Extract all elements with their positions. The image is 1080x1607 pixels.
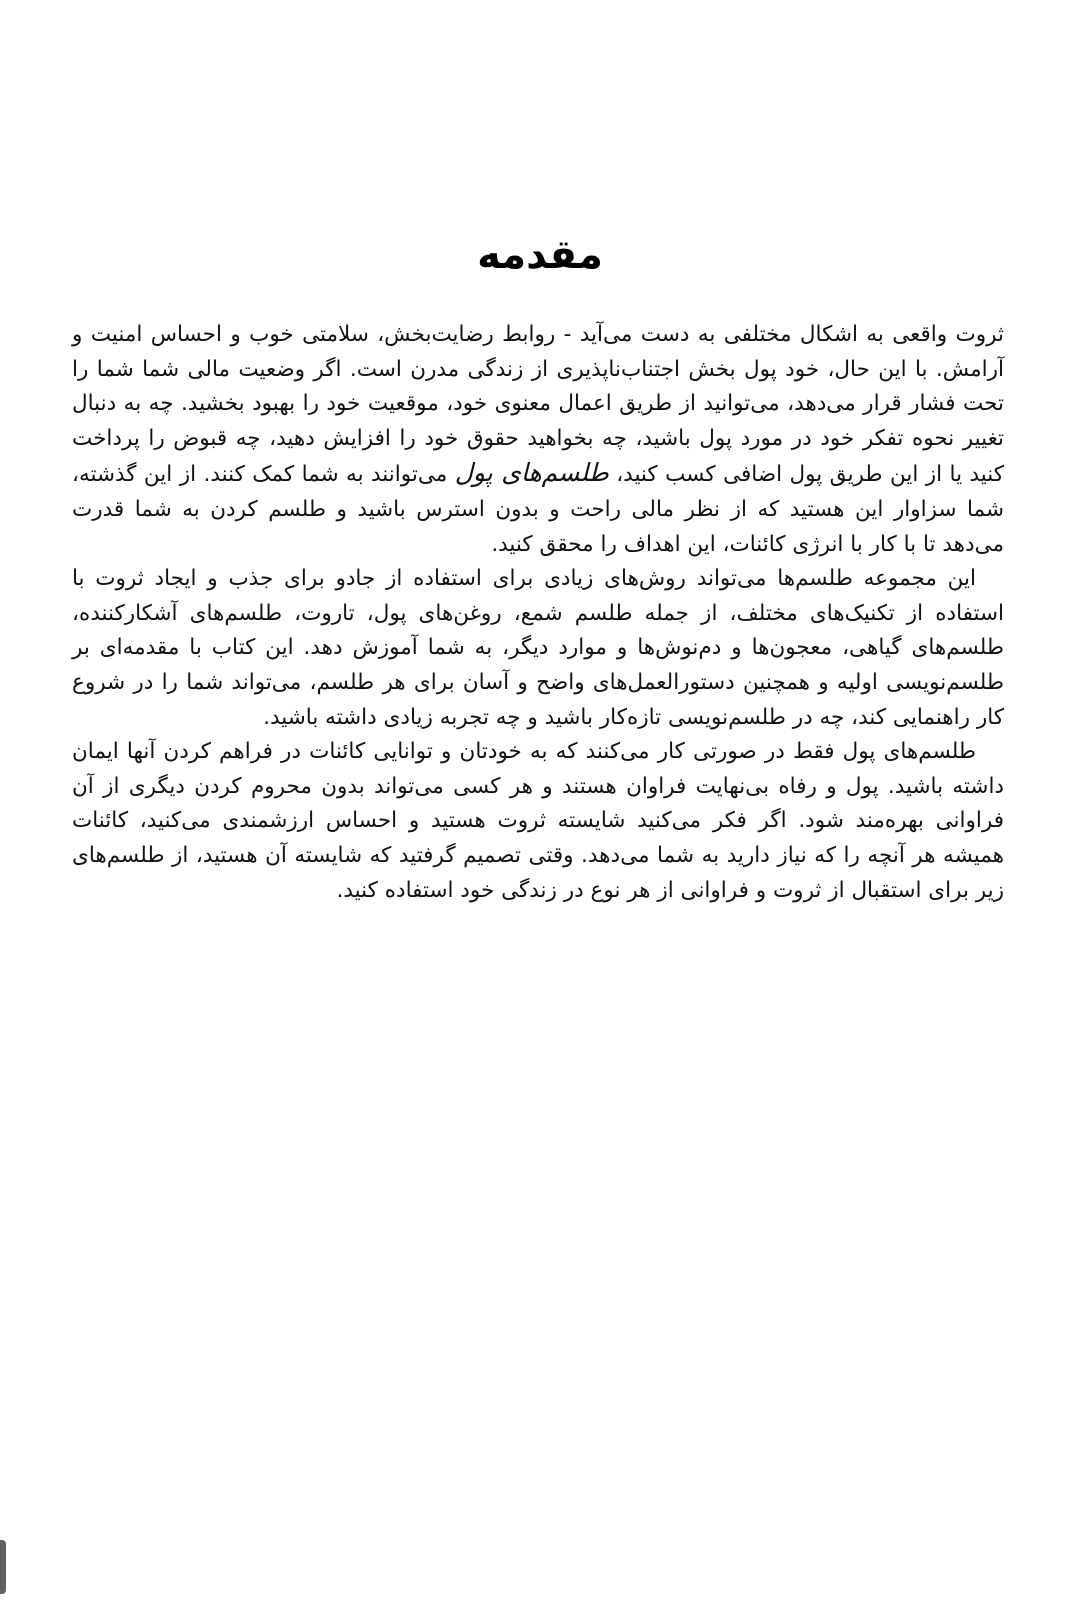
scrollbar-thumb[interactable] (0, 1540, 6, 1594)
paragraph-3: طلسم‌های پول فقط در صورتی کار می‌کنند که به خودتان و توانایی کائنات در فراهم کردن آنها ایمان داشته باشید. پول و رفاه بی‌نهایت فراوان هستند و هر کسی می‌تواند بدون محروم کردن دیگری از آن فراوانی بهره‌مند شود. اگر فکر می‌کنید شایسته ثروت هستید و احساس ارزشمندی می‌کنید، کائنات همیشه هر آنچه را که نیاز دارید به شما می‌دهد. وقتی تصمیم گرفتید که شایسته آن هستید، از طلسم‌های زیر برای استقبال از ثروت و فراوانی از هر نوع در زندگی خود استفاده کنید. (72, 739, 1004, 903)
document-body (72, 318, 1004, 908)
paragraph-1 (72, 318, 1004, 562)
paragraph-2: این مجموعه طلسم‌ها می‌تواند روش‌های زیادی برای استفاده از جادو برای جذب و ایجاد ثروت با استفاده از تکنیک‌های مختلف، از جمله طلسم شمع، روغن‌های پول، تاروت، طلسم‌های آشکارکننده، طلسم‌های گیاهی، معجون‌ها و دم‌نوش‌ها و موارد دیگر، به شما آموزش دهد. این کتاب با مقدمه‌ای بر طلسم‌نویسی اولیه و همچنین دستورالعمل‌های واضح و آسان برای هر طلسم، می‌تواند شما را در شروع کار راهنمایی کند، چه در طلسم‌نویسی تازه‌کار باشید و چه تجربه زیادی داشته باشید. (72, 566, 1004, 730)
paragraph-1-text-end: می‌توانند به شما کمک کنند. از این گذشته، شما سزاوار این هستید که از نظر مالی راحت و بدون استرس باشید و طلسم کردن به شما قدرت می‌دهد تا با کار با انرژی کائنات، این اهداف را محقق کنید. (72, 462, 1004, 557)
emphasized-term: طلسم‌های پول (454, 458, 609, 488)
page-title: مقدمه (477, 231, 603, 278)
paragraph-1-text-start: ثروت واقعی به اشکال مختلفی به دست می‌آید - روابط رضایت‌بخش، سلامتی خوب و احساس امنیت و آرامش. با این حال، خود پول بخش اجتناب‌ناپذیری از زندگی مدرن است. اگر وضعیت مالی شما شما را تحت فشار قرار می‌دهد، می‌توانید از طریق اعمال معنوی خود، موقعیت خود را بهبود بخشید. چه به دنبال تغییر نحوه تفکر خود در مورد پول باشید، چه بخواهید حقوق خود را افزایش دهید، چه قبوض را پرداخت کنید یا از این طریق پول اضافی کسب کنید، (72, 322, 1004, 488)
